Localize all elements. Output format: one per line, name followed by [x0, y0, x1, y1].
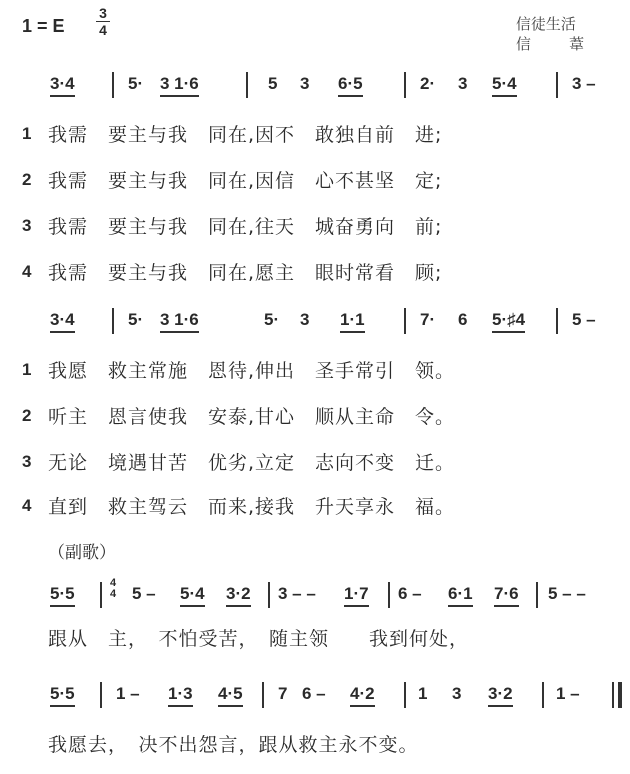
time-signature-bottom: 4 — [99, 22, 107, 38]
song-title: 信徒生活 — [515, 15, 576, 33]
verse-line: 直到 救主驾云 而来,接我 升天享永 福。 — [48, 496, 456, 518]
verse-number: 3 — [22, 452, 32, 471]
verse-number: 4 — [22, 262, 32, 281]
verse-number: 3 — [22, 216, 32, 235]
verse-number: 1 — [22, 360, 32, 379]
chorus-melody-line-2: 5·5 1 – 1·3 4·5 7 6 – 4·2 1 3 3·2 1 – — [0, 676, 630, 716]
verse-number: 4 — [22, 496, 32, 515]
verse-line: 无论 境遇甘苦 优劣,立定 志向不变 迁。 — [48, 452, 456, 474]
chorus-melody-line-1: 5·5 4 4 5 – 5·4 3·2 3 – – 1·7 6 – 6·1 7·6 5 – – — [0, 576, 630, 616]
verse-line: 我需 要主与我 同在,因不 敢独自前 进; — [48, 124, 443, 146]
verse-line: 听主 恩言使我 安泰,甘心 顺从主命 令。 — [48, 406, 456, 428]
verse-line: 我需 要主与我 同在,愿主 眼时常看 顾; — [48, 262, 443, 284]
chorus-lyric-line-2: 我愿去， 决不出怨言，跟从救主永不变。 — [48, 734, 419, 756]
song-author: 信 葦 — [515, 35, 584, 53]
chorus-label: （副歌） — [48, 543, 116, 563]
verse-line: 我愿 救主常施 恩待,伸出 圣手常引 领。 — [48, 360, 456, 382]
chorus-lyric-line-1: 跟从 主， 不怕受苦， 随主领 我到何处， — [48, 628, 470, 650]
song-credits — [516, 14, 584, 54]
verse-line: 我需 要主与我 同在,往天 城奋勇向 前; — [48, 216, 443, 238]
melody-line-2: 3·4 5· 3 1·6 5· 3 1·1 7· 6 5·♯4 5 – — [0, 302, 630, 342]
melody-line-1: 3·4 5· 3 1·6 5 3 6·5 2· 3 5·4 3 – — [0, 66, 630, 106]
time-signature — [96, 6, 110, 37]
verse-number: 2 — [22, 406, 32, 425]
verse-number: 2 — [22, 170, 32, 189]
time-signature-top: 3 — [99, 5, 107, 21]
verse-number: 1 — [22, 124, 32, 143]
verse-line: 我需 要主与我 同在,因信 心不甚坚 定; — [48, 170, 443, 192]
key-signature: 1 = E — [22, 16, 65, 36]
